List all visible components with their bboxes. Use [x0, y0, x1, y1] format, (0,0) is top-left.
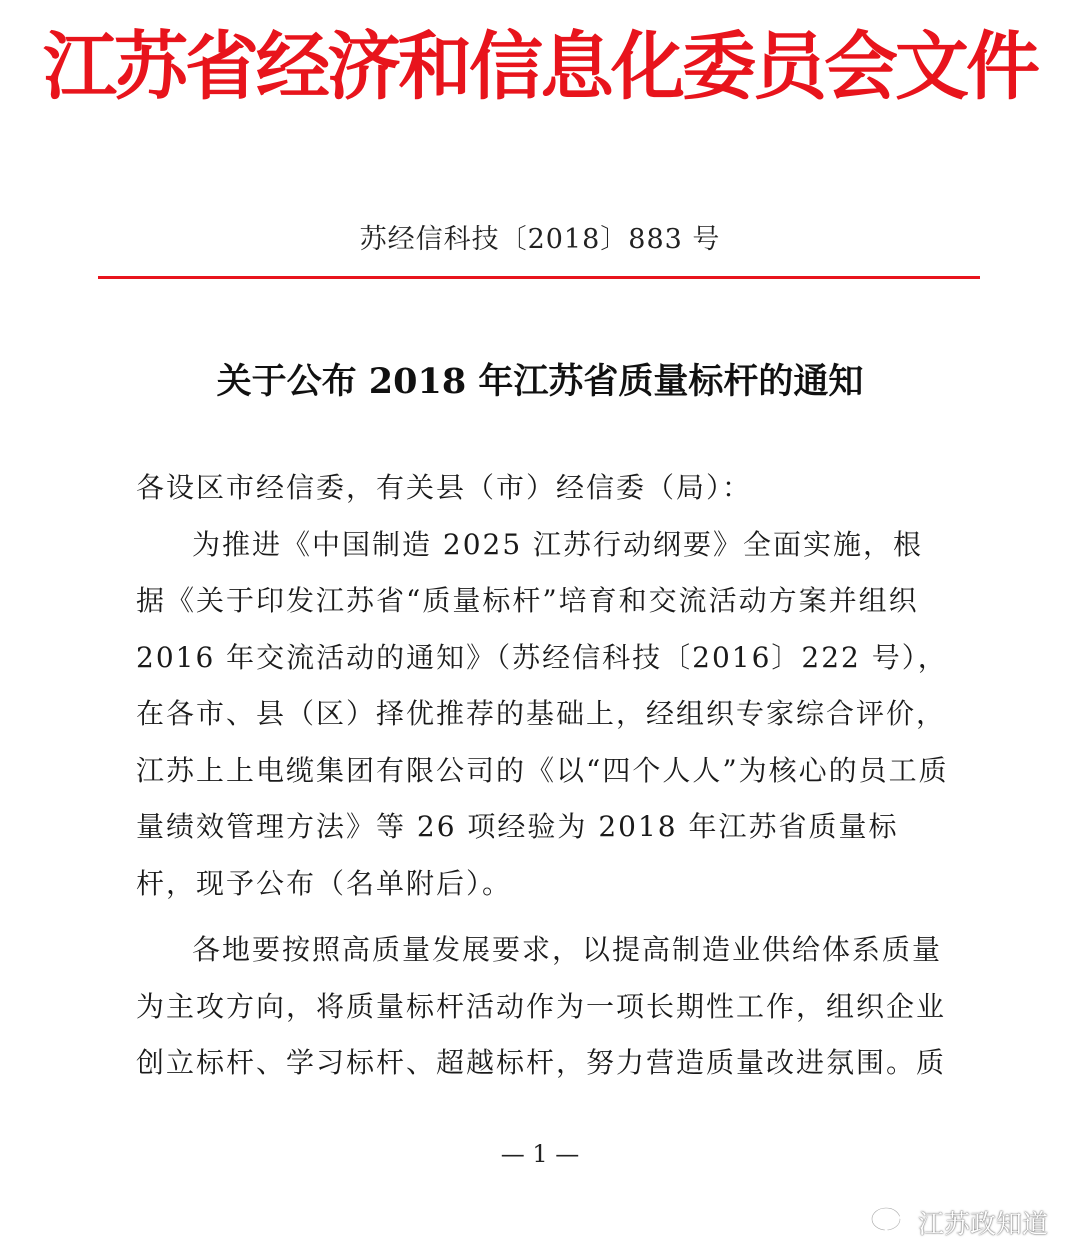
paragraph-2: 各地要按照高质量发展要求，以提高制造业供给体系质量为主攻方向，将质量标杆活动作为一项长期性工作，组织企业创立标杆、学习标杆、超越标杆，努力营造质量改进氛围。质 [136, 933, 947, 1079]
red-divider-line [98, 276, 980, 279]
watermark [870, 1200, 1048, 1244]
document-header-title: 江苏省经济和信息化委员会文件 [43, 24, 1037, 110]
wechat-icon [870, 1205, 910, 1239]
document-number: 苏经信科技〔2018〕883 号 [359, 224, 721, 255]
notice-title: 关于公布 2018 年江苏省质量标杆的通知 [216, 361, 864, 402]
paragraph-1: 为推进《中国制造 2025 江苏行动纲要》全面实施，根据《关于印发江苏省“质量标杆”培育和交流活动方案并组织 2016 年交流活动的通知》（苏经信科技〔2016〕222 号），在各市、县（区）择优推荐的基础上，经组织专家综合评价，江苏上上电缆集团有限公司的《以“四个人人”为核心的员工质量绩效管理方法》等 26 项经验为 2018 年江苏省质量标杆，现予公布（名单附后）。 [136, 527, 949, 900]
watermark-text: 江苏政知道 [917, 1209, 1048, 1240]
document-body [136, 460, 952, 1092]
salutation: 各设区市经信委，有关县（市）经信委（局）： [136, 471, 753, 504]
page-number: — 1 — [500, 1140, 580, 1168]
